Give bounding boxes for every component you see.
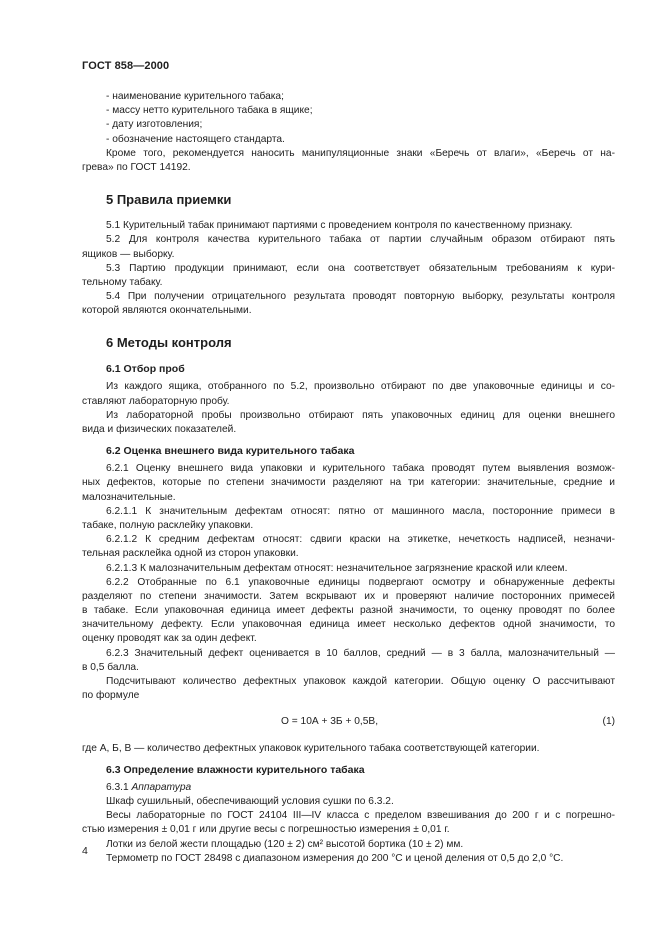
paragraph-line: в табаке. Если упаковочная единица имеет дефекты разной значимости, то оценку проводят по более <box>82 605 615 617</box>
paragraph-line: малозначительные. <box>82 491 176 503</box>
formula-explanation: где А, Б, В — количество дефектных упаковок курительного табака соответствующей категории. <box>82 742 540 754</box>
subsection-heading-6-3: 6.3 Определение влажности курительного табака <box>106 763 365 776</box>
subsection-6-3-body <box>82 795 615 866</box>
paragraph-line: 6.2.1.2 К средним дефектам относят: сдвиги краски на этикетке, нечеткость надписей, незначи- <box>106 534 615 546</box>
paragraph-line: в 0,5 балла. <box>82 661 139 673</box>
subsection-heading-6-3-1: 6.3.1 Аппаратура <box>106 781 192 793</box>
subsection-heading-6-1: 6.1 Отбор проб <box>106 363 185 376</box>
paragraph-line: 6.2.1.3 К малозначительным дефектам относят: незначительное загрязнение краской или клеем. <box>106 562 568 574</box>
paragraph-line: по формуле <box>82 690 140 702</box>
paragraph-line: Подсчитывают количество дефектных упаковок каждой категории. Общую оценку О рассчитывают <box>106 676 615 687</box>
paragraph-line: которой являются окончательными. <box>82 305 252 317</box>
formula-row <box>82 715 615 729</box>
paragraph-line: тельному табаку. <box>82 276 163 288</box>
paragraph-line: ящиков — выборку. <box>82 248 175 260</box>
section-heading-6: 6 Методы контроля <box>106 335 232 351</box>
marking-list <box>82 90 615 147</box>
paragraph-line: 5.1 Курительный табак принимают партиями с проведением контроля по качественному признаку. <box>106 220 573 232</box>
list-item: - массу нетто курительного табака в ящике; <box>106 105 313 117</box>
paragraph-line: 5.4 При получении отрицательного результата проводят повторную выборку, результаты контроля <box>106 291 615 303</box>
paragraph-line: ных дефектов, которые по степени значимости разделяют на три категории: значительные, средние и <box>82 477 615 489</box>
formula: О = 10А + 3Б + 0,5В, <box>281 716 379 728</box>
paragraph-line: ставляют лабораторную пробу. <box>82 395 230 407</box>
paragraph-line: 5.2 Для контроля качества курительного табака от партии случайным образом отбирают пять <box>106 234 615 246</box>
subsection-heading-6-2: 6.2 Оценка внешнего вида курительного табака <box>106 445 355 458</box>
paragraph-line: Лотки из белой жести площадью (120 ± 2) см² высотой бортика (10 ± 2) мм. <box>106 838 464 850</box>
paragraph-line: Кроме того, рекомендуется наносить манипуляционные знаки «Беречь от влаги», «Беречь от на- <box>106 147 615 159</box>
formula-number: (1) <box>602 716 615 728</box>
running-header: ГОСТ 858—2000 <box>82 60 170 72</box>
paragraph-line: Шкаф сушильный, обеспечивающий условия сушки по 6.3.2. <box>106 795 394 807</box>
paragraph-line: Из лабораторной пробы произвольно отбирают пять упаковочных единиц для оценки внешнего <box>106 409 615 421</box>
paragraph-line: 6.2.1 Оценку внешнего вида упаковки и курительного табака проводят путем выявления возмож- <box>106 463 615 475</box>
paragraph-line: 6.2.3 Значительный дефект оценивается в 10 баллов, средний — в 3 балла, малозначительный — <box>106 647 615 659</box>
paragraph-line: разделяют по степени значимости. Затем вскрывают их и проверяют наличие посторонних примесей <box>82 590 615 602</box>
paragraph-line: вида и физических показателей. <box>82 424 237 435</box>
section-5-body <box>82 219 615 318</box>
section-heading-5: 5 Правила приемки <box>106 192 232 208</box>
paragraph-line: 6.2.1.1 К значительным дефектам относят: пятно от машинного масла, посторонние примеси в <box>106 505 615 517</box>
paragraph-line: тельная расклейка одной из сторон упаковки. <box>82 548 299 560</box>
list-item: - наименование курительного табака; <box>106 91 284 102</box>
paragraph-line: Весы лабораторные по ГОСТ 24104 III—IV класса с пределом взвешивания до 200 г и с погрешно- <box>106 810 615 822</box>
subsection-6-1-body <box>82 380 615 437</box>
paragraph-line: 5.3 Партию продукции принимают, если она соответствует обязательным требованиям к кури- <box>106 262 615 274</box>
page-content <box>82 90 615 866</box>
paragraph-line: стью измерения ± 0,01 г или другие весы с погрешностью измерения ± 0,01 г. <box>82 824 450 836</box>
paragraph-line: 6.2.2 Отобранные по 6.1 упаковочные единицы подвергают осмотру и обнаруженные дефекты <box>106 576 615 588</box>
page-number: 4 <box>82 845 88 857</box>
paragraph-line: Из каждого ящика, отобранного по 5.2, произвольно отбирают по две упаковочные единицы и со- <box>106 381 615 393</box>
paragraph-line: табаке, полную расклейку упаковки. <box>82 519 254 531</box>
paragraph-line: значительному дефекту. Если упаковочная единица имеет несколько дефектов одной значимости, то <box>82 619 615 631</box>
subsection-6-2-body <box>82 462 615 703</box>
list-item: - дату изготовления; <box>106 119 203 131</box>
paragraph-line: грева» по ГОСТ 14192. <box>82 161 191 173</box>
paragraph-line: Термометр по ГОСТ 28498 с диапазоном измерения до 200 °С и ценой деления от 0,5 до 2,0 °С. <box>106 852 564 864</box>
paragraph-line: оценку проводят как за один дефект. <box>82 633 257 645</box>
list-item: - обозначение настоящего стандарта. <box>106 133 285 145</box>
